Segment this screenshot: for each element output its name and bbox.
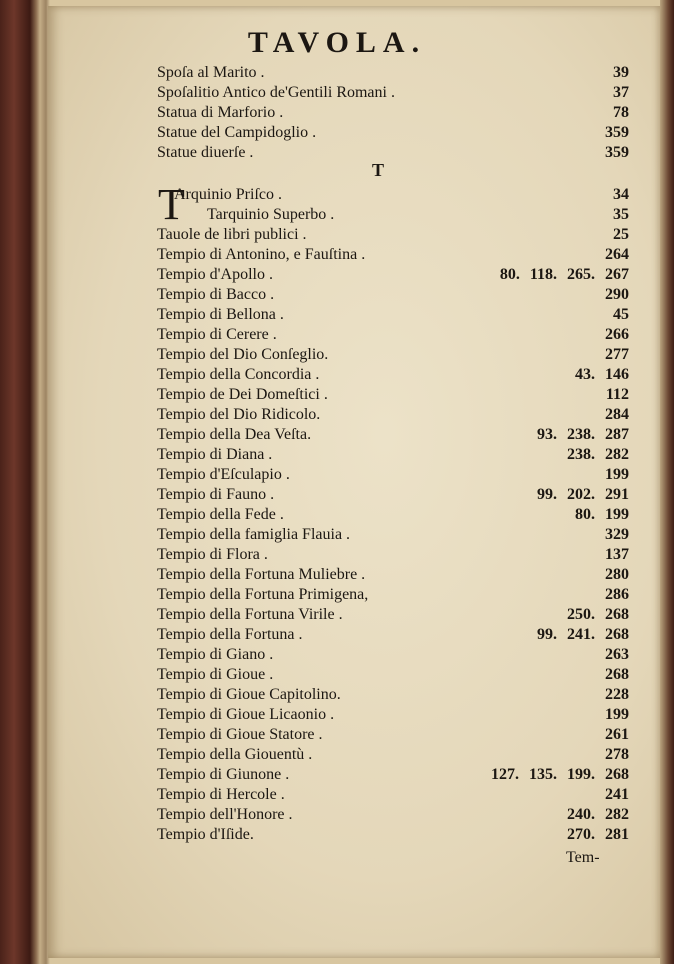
entry-pages: 93. 238. 287 (537, 426, 629, 443)
index-entry (157, 766, 629, 786)
entry-name: Arquinio Priſco . (174, 186, 282, 203)
entry-name: Tempio della famiglia Flauia . (157, 526, 351, 543)
index-entry (157, 666, 629, 686)
entry-name: Tempio de Dei Domeſtici . (157, 386, 328, 403)
entry-pages: 270. 281 (567, 826, 629, 843)
entry-name: Tempio di Giunone . (157, 766, 290, 783)
section-letter: T (372, 160, 385, 180)
entry-name: Tempio d'Apollo . (157, 266, 273, 283)
index-entry (157, 366, 629, 386)
index-entry (157, 446, 629, 466)
index-entry (157, 486, 629, 506)
index-entry (157, 104, 629, 124)
entry-name: Tempio dell'Honore . (157, 806, 293, 823)
index-entry (157, 206, 629, 226)
entry-pages: 263 (605, 646, 629, 663)
entry-pages: 241 (605, 786, 629, 803)
index-entry (157, 306, 629, 326)
entry-name: Tempio della Fortuna Primigena, (157, 586, 369, 603)
entry-pages: 137 (605, 546, 629, 563)
index-entry (157, 124, 629, 144)
index-entry (157, 246, 629, 266)
index-entry (157, 546, 629, 566)
index-entry (157, 706, 629, 726)
index-entry (157, 726, 629, 746)
index-entry (157, 226, 629, 246)
entry-pages: 266 (605, 326, 629, 343)
index-entry (157, 626, 629, 646)
entry-name: Tempio della Concordia . (157, 366, 320, 383)
entry-pages: 268 (605, 666, 629, 683)
entry-name: Tempio di Gioue Licaonio . (157, 706, 335, 723)
index-entry (157, 346, 629, 366)
entry-name: Tempio della Fortuna . (157, 626, 303, 643)
page-title: TAVOLA. (247, 26, 427, 59)
entry-name: Tempio di Diana . (157, 446, 273, 463)
index-entry (157, 84, 629, 104)
entry-pages: 359 (605, 124, 629, 141)
entry-pages: 99. 202. 291 (537, 486, 629, 503)
entry-pages: 127. 135. 199. 268 (491, 766, 629, 783)
entry-pages: 290 (605, 286, 629, 303)
index-entry (157, 566, 629, 586)
index-entry (157, 386, 629, 406)
index-entry (157, 506, 629, 526)
entry-name: Tempio di Cerere . (157, 326, 277, 343)
entry-name: Tempio di Hercole . (157, 786, 285, 803)
entry-pages: 99. 241. 268 (537, 626, 629, 643)
entry-pages: 80. 199 (575, 506, 629, 523)
entry-pages: 284 (605, 406, 629, 423)
index-entry (157, 586, 629, 606)
entry-pages: 264 (605, 246, 629, 263)
entry-pages: 39 (613, 64, 629, 81)
index-entry (157, 746, 629, 766)
entry-pages: 250. 268 (567, 606, 629, 623)
entry-pages: 277 (605, 346, 629, 363)
index-entry (157, 286, 629, 306)
entry-pages: 35 (613, 206, 629, 223)
entry-name: Tempio della Fortuna Muliebre . (157, 566, 366, 583)
entry-pages: 37 (613, 84, 629, 101)
entry-pages: 25 (613, 226, 629, 243)
entry-pages: 359 (605, 144, 629, 161)
entry-pages: 112 (605, 386, 629, 403)
index-entry (157, 186, 629, 206)
entry-name: Tempio di Flora . (157, 546, 268, 563)
index-entry (157, 64, 629, 84)
entry-name: Spoſalitio Antico de'Gentili Romani . (157, 84, 395, 101)
entry-name: Tempio della Fede . (157, 506, 284, 523)
entry-name: Tempio di Fauno . (157, 486, 275, 503)
index-entry (157, 786, 629, 806)
entry-name: Statue diuerſe . (157, 144, 254, 161)
entry-pages: 199 (605, 466, 629, 483)
entry-name: Tempio di Antonino, e Fauſtina . (157, 246, 366, 263)
entry-pages: 43. 146 (575, 366, 629, 383)
entry-name: Statua di Marforio . (157, 104, 284, 121)
entry-pages: 80. 118. 265. 267 (499, 266, 629, 283)
index-entry (157, 686, 629, 706)
index-entry (157, 144, 629, 164)
entry-name: Tempio di Gioue Capitolino. (157, 686, 341, 703)
entry-name: Statue del Campidoglio . (157, 124, 317, 141)
entry-pages: 261 (605, 726, 629, 743)
page-right-edge (660, 0, 674, 964)
index-entry (157, 826, 629, 846)
index-entry (157, 646, 629, 666)
entry-name: Tempio di Bellona . (157, 306, 284, 323)
index-entry (157, 466, 629, 486)
entry-pages: 228 (605, 686, 629, 703)
entry-pages: 286 (605, 586, 629, 603)
catchword: Tem- (566, 849, 600, 866)
entry-pages: 278 (605, 746, 629, 763)
entry-name: Spoſa al Marito . (157, 64, 265, 81)
index-entry (157, 406, 629, 426)
entry-name: Tempio della Giouentù . (157, 746, 313, 763)
entry-pages: 199 (605, 706, 629, 723)
entry-name: Tarquinio Superbo . (207, 206, 335, 223)
entry-pages: 45 (613, 306, 629, 323)
entry-name: Tempio della Fortuna Virile . (157, 606, 343, 623)
entry-pages: 238. 282 (567, 446, 629, 463)
index-entry (157, 606, 629, 626)
index-entry (157, 426, 629, 446)
entry-name: Tempio di Gioue . (157, 666, 274, 683)
entry-name: Tempio della Dea Veſta. (157, 426, 312, 443)
entry-pages: 280 (605, 566, 629, 583)
index-entry (157, 326, 629, 346)
entry-pages: 34 (613, 186, 629, 203)
entry-name: Tempio d'Eſculapio . (157, 466, 290, 483)
index-entry (157, 266, 629, 286)
entry-pages: 329 (605, 526, 629, 543)
entry-name: Tempio di Giano . (157, 646, 274, 663)
entry-name: Tempio d'Iſide. (157, 826, 254, 843)
drop-cap: T (158, 180, 185, 229)
index-entry (157, 526, 629, 546)
entry-name: Tempio del Dio Conſeglio. (157, 346, 329, 363)
entry-pages: 240. 282 (567, 806, 629, 823)
index-entry (157, 806, 629, 826)
entry-name: Tempio di Bacco . (157, 286, 275, 303)
entry-pages: 78 (613, 104, 629, 121)
entry-name: Tauole de libri publici . (157, 226, 307, 243)
entry-name: Tempio del Dio Ridicolo. (157, 406, 321, 423)
entry-name: Tempio di Gioue Statore . (157, 726, 323, 743)
